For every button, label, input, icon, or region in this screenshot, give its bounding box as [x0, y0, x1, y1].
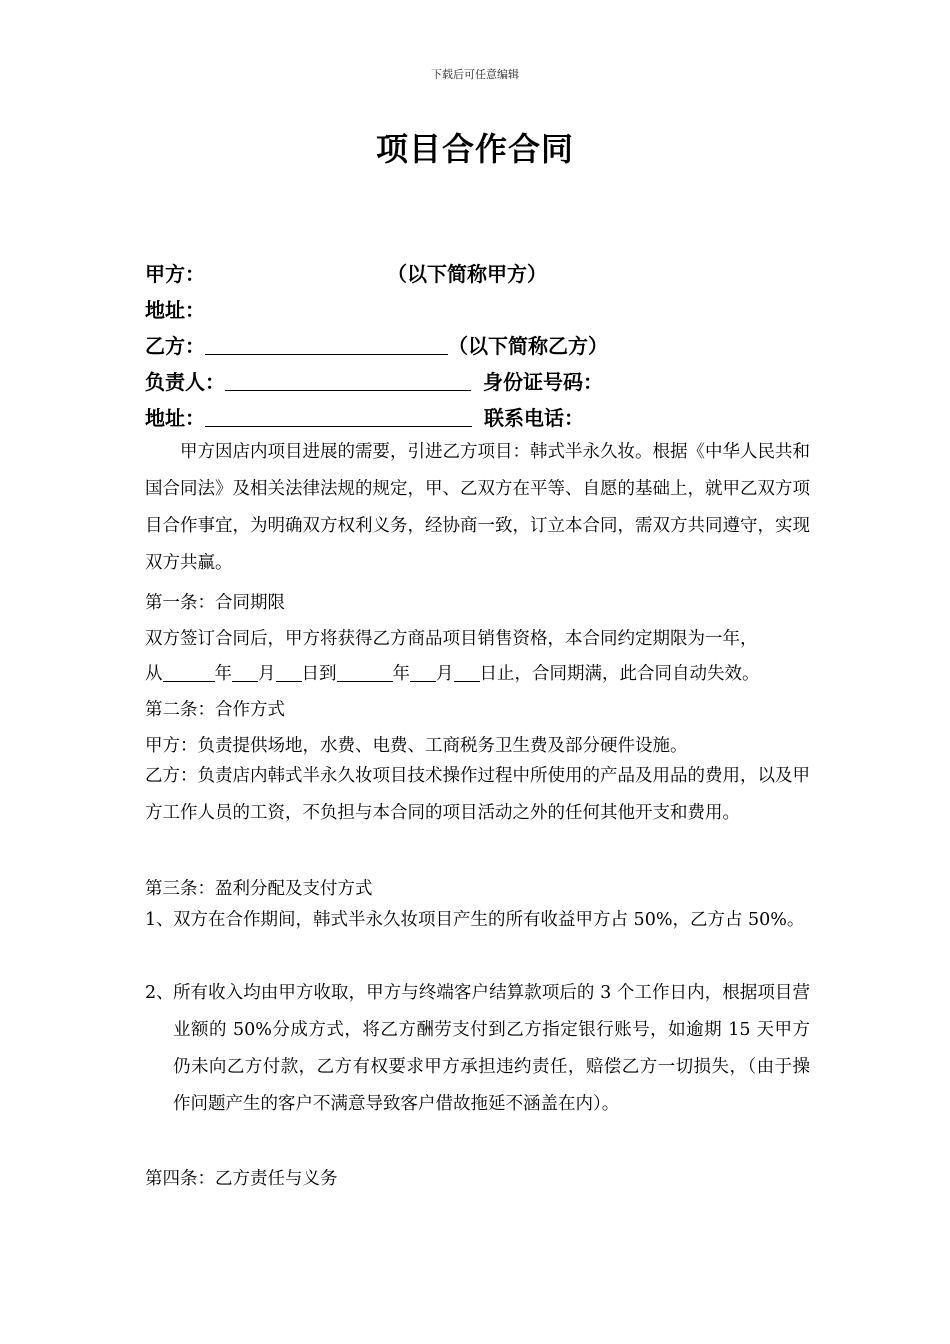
list-item-text: 所有收入均由甲方收取，甲方与终端客户结算款项后的 3 个工作日内，根据项目营业额的 50%分成方式，将乙方酬劳支付到乙方指定银行账号，如逾期 15 天甲方仍未向乙方付款，乙方有权要求甲方承担违约责任，赔偿乙方一切损失，（由于操作问题产生的客户不满意导致客户借故拖延不涵盖在内）。	[173, 983, 810, 1114]
address-a-line	[145, 298, 205, 322]
month-blank-2	[410, 663, 436, 682]
article1-heading: 第一条：合同期限	[145, 593, 285, 613]
id-label: 身份证号码：	[483, 370, 603, 394]
header-note: 下载后可任意编辑	[431, 68, 519, 81]
address-b-label: 地址：	[145, 406, 205, 430]
year-label-1: 年	[214, 664, 232, 684]
responsible-label: 负责人：	[145, 370, 225, 394]
year-label-2: 年	[392, 664, 410, 684]
article1-line2	[145, 660, 760, 685]
year-blank-2	[337, 663, 393, 682]
party-a-suffix: （以下简称甲方）	[387, 262, 547, 286]
list-item-text: 双方在合作期间，韩式半永久妆项目产生的所有收益甲方占 50%，乙方占 50%。	[173, 910, 805, 930]
list-item	[145, 902, 810, 939]
month-label-1: 月	[258, 664, 276, 684]
address-a-label: 地址：	[145, 298, 205, 322]
article3-heading: 第三条：盈利分配及支付方式	[145, 879, 373, 899]
day-label-2: 日止，合同期满，此合同自动失效。	[479, 664, 760, 684]
party-b-suffix: （以下简称乙方）	[448, 334, 608, 358]
article4-heading: 第四条：乙方责任与义务	[145, 1169, 338, 1189]
list-item-number: 2、	[145, 983, 174, 1003]
article2-party-b-block	[145, 758, 810, 832]
article2-party-b: 乙方：负责店内韩式半永久妆项目技术操作过程中所使用的产品及用品的费用，以及甲方工作人员的工资，不负担与本合同的项目活动之外的任何其他开支和费用。	[145, 766, 810, 823]
article2-party-a: 甲方：负责提供场地，水费、电费、工商税务卫生费及部分硬件设施。	[145, 736, 688, 756]
from-label: 从	[145, 664, 163, 684]
day-blank-1	[276, 663, 302, 682]
month-label-2: 月	[436, 664, 454, 684]
responsible-blank	[225, 370, 471, 391]
party-b-line	[145, 334, 608, 358]
address-b-blank	[205, 406, 472, 427]
day-blank-2	[454, 663, 480, 682]
list-item	[145, 975, 810, 1123]
article2-heading: 第二条：合作方式	[145, 700, 285, 720]
party-b-label: 乙方：	[145, 334, 205, 358]
intro-paragraph: 甲方因店内项目进展的需要，引进乙方项目：韩式半永久妆。根据《中华人民共和国合同法》及相关法律法规的规定，甲、乙双方在平等、自愿的基础上，就甲乙双方项目合作事宜，为明确双方权利义务，经协商一致，订立本合同，需双方共同遵守，实现双方共赢。	[145, 442, 810, 573]
party-a-label: 甲方：	[145, 262, 205, 286]
contract-title: 项目合作合同	[375, 130, 574, 168]
year-blank-1	[163, 663, 215, 682]
article1-line1: 双方签订合同后，甲方将获得乙方商品项目销售资格，本合同约定期限为一年，	[145, 629, 758, 649]
intro-paragraph-block	[145, 434, 810, 582]
list-item-number: 1、	[145, 910, 174, 930]
phone-label: 联系电话：	[484, 406, 584, 430]
responsible-line	[145, 370, 603, 394]
month-blank-1	[232, 663, 258, 682]
party-b-blank	[205, 334, 448, 355]
day-label-1: 日到	[301, 664, 337, 684]
address-b-line	[145, 406, 584, 430]
party-a-line	[145, 262, 547, 286]
